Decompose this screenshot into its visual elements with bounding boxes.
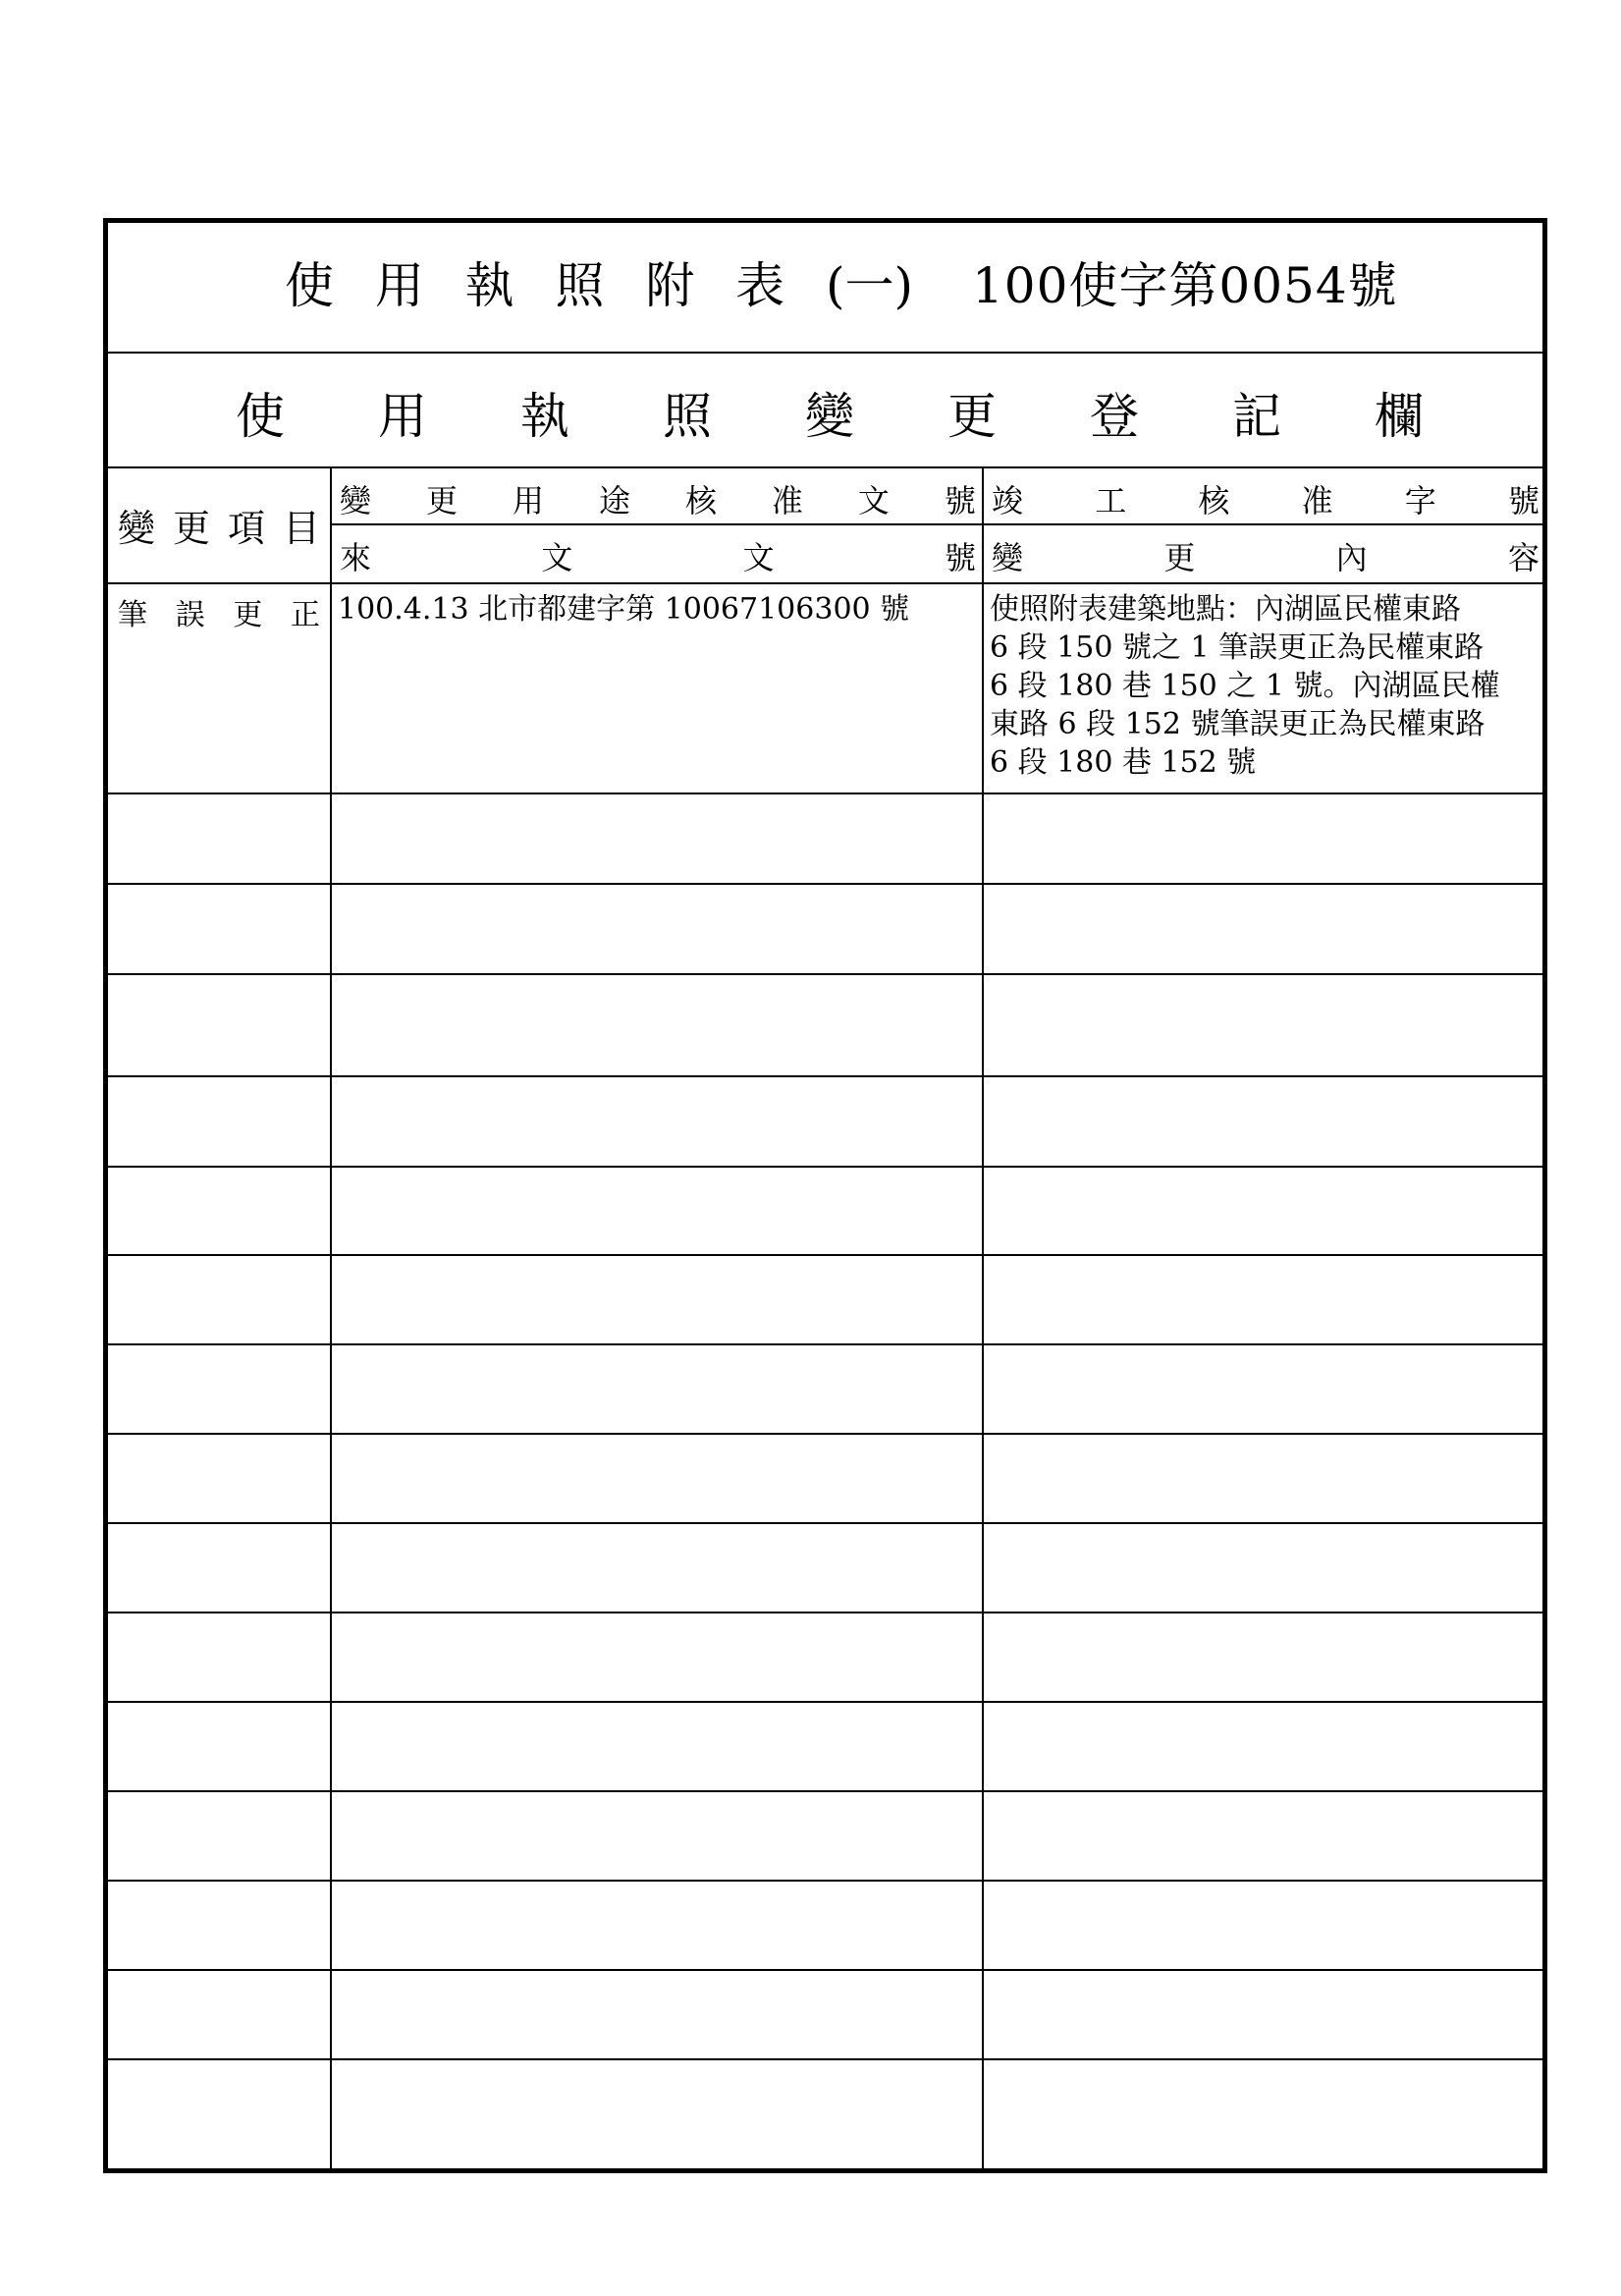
header-char: 更	[425, 482, 458, 519]
header-char: 途	[598, 482, 630, 519]
content-line: 6 段 150 號之 1 筆誤更正為民權東路	[990, 630, 1485, 665]
subtitle-char: 執	[520, 388, 569, 445]
content-line: 6 段 180 巷 152 號	[990, 745, 1257, 780]
column-divider	[330, 468, 332, 2173]
usage-permit-form	[103, 218, 1547, 2173]
header-char: 更	[1163, 539, 1196, 576]
title-char: 使	[285, 257, 334, 314]
header-bottom	[108, 582, 1542, 584]
subtitle-row	[108, 354, 1542, 468]
item-char: 筆	[118, 598, 147, 632]
content-line: 6 段 180 巷 150 之 1 號。內湖區民權	[990, 669, 1500, 703]
subtitle-char: 記	[1232, 388, 1281, 445]
row-line	[108, 1522, 1542, 1524]
row-line	[108, 1969, 1542, 1971]
header-char: 內	[1335, 539, 1368, 576]
row-line	[108, 793, 1542, 794]
header-char: 字	[1404, 482, 1436, 519]
row-document-no: 100.4.13 北市都建字第 10067106300 號	[338, 592, 910, 627]
title-row	[108, 223, 1542, 354]
item-char: 更	[233, 598, 263, 632]
column-header-document-no	[340, 533, 976, 578]
header-char: 變	[118, 507, 156, 550]
subtitle-char: 欄	[1375, 388, 1424, 445]
title-char: (一)	[825, 257, 913, 314]
subtitle-char: 用	[378, 388, 427, 445]
subtitle	[236, 377, 1424, 448]
title-char: 表	[735, 257, 785, 314]
item-char: 正	[290, 598, 320, 632]
column-header-approval-no	[340, 476, 976, 521]
header-divider	[330, 523, 1547, 525]
subtitle-char: 登	[1090, 388, 1139, 445]
row-item	[118, 590, 320, 633]
header-char: 竣	[992, 482, 1024, 519]
row-line	[108, 1075, 1542, 1077]
row-line	[108, 1343, 1542, 1345]
header-char: 號	[1507, 482, 1540, 519]
header-char: 文	[541, 539, 573, 576]
header-char: 工	[1095, 482, 1127, 519]
row-line	[108, 1701, 1542, 1703]
header-char: 文	[742, 539, 775, 576]
header-char: 來	[340, 539, 372, 576]
subtitle-char: 變	[805, 388, 854, 445]
row-line	[108, 2058, 1542, 2060]
header-char: 目	[282, 507, 320, 550]
header-char: 文	[857, 482, 890, 519]
content-line: 使照附表建築地點：內湖區民權東路	[990, 592, 1461, 627]
header-char: 核	[684, 482, 717, 519]
column-header-item	[118, 498, 320, 552]
subtitle-char: 照	[663, 388, 712, 445]
header-char: 容	[1507, 539, 1540, 576]
header-char: 號	[944, 482, 976, 519]
row-change-content	[990, 590, 1545, 782]
permit-number: 100使字第0054號	[972, 257, 1398, 314]
header-char: 變	[340, 482, 372, 519]
title-char: 執	[464, 257, 514, 314]
title-char: 用	[374, 257, 424, 314]
header-char: 核	[1198, 482, 1230, 519]
title-char: 照	[555, 257, 605, 314]
title-char: 附	[645, 257, 695, 314]
content-line: 東路 6 段 152 號筆誤更正為民權東路	[990, 707, 1486, 741]
row-line	[108, 1880, 1542, 1882]
header-char: 更	[172, 507, 210, 550]
column-header-change-content	[992, 533, 1540, 578]
header-char: 准	[771, 482, 803, 519]
column-divider	[982, 468, 984, 2173]
row-line	[108, 1166, 1542, 1168]
row-line	[108, 973, 1542, 975]
row-line	[108, 883, 1542, 885]
header-char: 准	[1301, 482, 1333, 519]
row-line	[108, 1612, 1542, 1613]
subtitle-char: 更	[947, 388, 997, 445]
column-header-completion-no	[992, 476, 1540, 521]
header-char: 變	[992, 539, 1024, 576]
header-char: 項	[227, 507, 265, 550]
row-line	[108, 1790, 1542, 1792]
item-char: 誤	[175, 598, 205, 632]
header-char: 號	[944, 539, 976, 576]
form-title	[285, 246, 913, 317]
header-char: 用	[512, 482, 544, 519]
row-line	[108, 1433, 1542, 1435]
subtitle-char: 使	[236, 388, 285, 445]
row-line	[108, 1254, 1542, 1256]
